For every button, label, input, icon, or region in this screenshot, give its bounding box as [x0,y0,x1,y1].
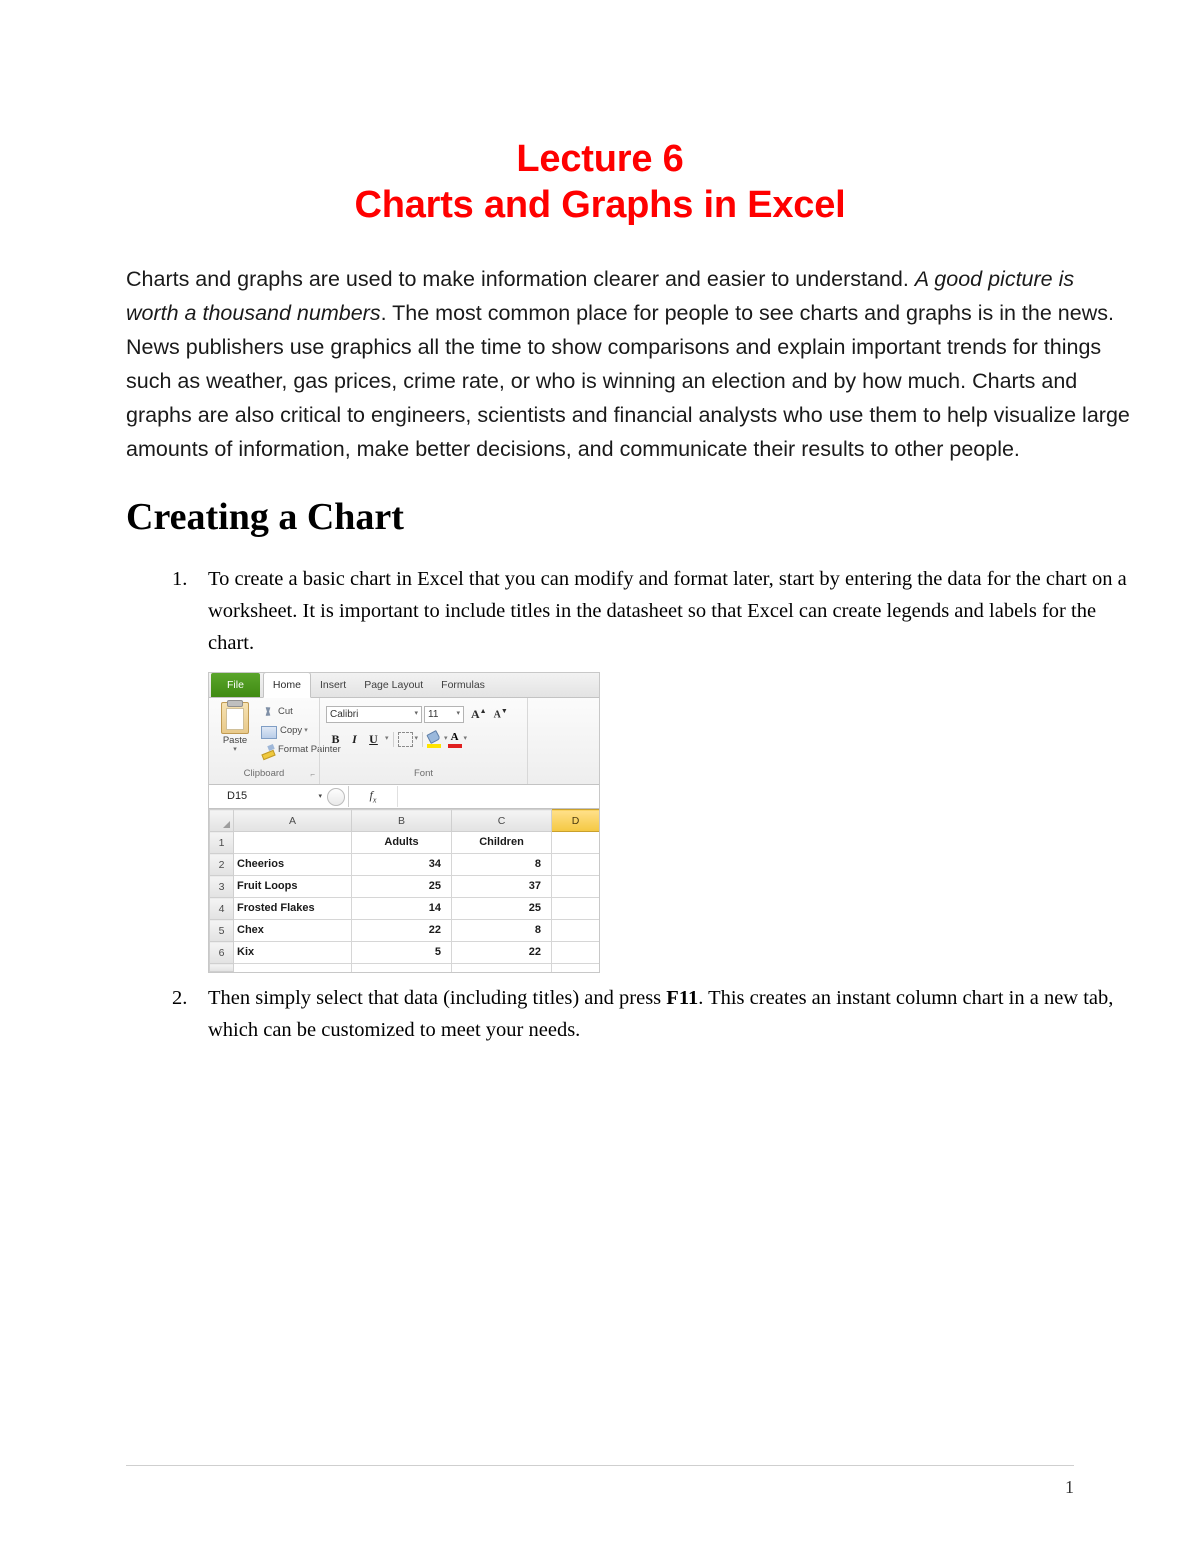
cell-a6[interactable]: Kix [234,942,352,964]
chevron-down-icon[interactable]: ▾ [414,735,419,743]
table-row [210,854,600,876]
footer-divider [126,1465,1074,1466]
paintbrush-icon [261,744,275,758]
column-header-row [210,810,600,832]
font-size-value: 11 [428,708,439,720]
list-item-step-2 [0,983,1130,1047]
ribbon-tab-file[interactable]: File [211,673,260,697]
row-header-5[interactable]: 5 [210,920,234,942]
table-row-partial [210,964,600,972]
column-header-a[interactable]: A [234,810,352,832]
formula-input[interactable] [398,786,599,807]
table-row [210,942,600,964]
font-color-letter: A [450,730,459,743]
italic-button[interactable]: I [352,732,357,747]
chevron-down-icon[interactable]: ▾ [304,727,308,735]
ribbon-group-font [319,698,527,784]
cell-c3[interactable]: 37 [452,876,552,898]
cell-b4[interactable]: 14 [352,898,452,920]
cell-c7[interactable] [452,964,552,972]
step-2-text-before: Then simply select that data (including titles) and press [208,987,667,1010]
list-marker: 1. [172,568,188,591]
cell-a1[interactable] [234,832,352,854]
underline-button[interactable]: U [369,732,378,747]
font-color-swatch [448,744,462,748]
copy-button[interactable] [261,722,319,741]
cell-d4[interactable] [552,898,600,920]
chevron-down-icon[interactable]: ▾ [414,710,418,718]
font-size-combo[interactable] [424,706,464,723]
divider [422,732,423,747]
cell-d5[interactable] [552,920,600,942]
name-box-value: D15 [227,790,248,803]
title-line-1: Lecture 6 [516,138,684,180]
excel-ribbon-tabs [209,673,599,698]
cell-d6[interactable] [552,942,600,964]
format-painter-label: Format Painter [278,744,341,756]
chevron-down-icon[interactable]: ▾ [233,746,237,754]
column-header-b[interactable]: B [352,810,452,832]
step-2-text-after: . This creates an instant column chart in a new tab, which can be customized to meet your needs. [208,987,1114,1042]
chevron-down-icon[interactable]: ▾ [456,710,460,718]
cell-a2[interactable]: Cheerios [234,854,352,876]
row-header-2[interactable]: 2 [210,854,234,876]
cut-button[interactable] [261,703,319,722]
intro-italic-phrase: A good picture is worth a thousand numbers [126,266,1075,325]
grow-font-button[interactable]: A▲ [471,707,487,722]
font-row-top [326,705,508,724]
font-row-bottom [326,730,467,749]
font-group-label: Font [413,768,433,780]
ribbon-tab-page-layout[interactable]: Page Layout [364,679,424,692]
clipboard-group-label: Clipboard [243,768,285,780]
cell-b3[interactable]: 25 [352,876,452,898]
cell-c1[interactable]: Children [452,832,552,854]
cell-b2[interactable]: 34 [352,854,452,876]
cell-b1[interactable]: Adults [352,832,452,854]
cell-b5[interactable]: 22 [352,920,452,942]
table-row [210,876,600,898]
clipboard-dialog-launcher-icon[interactable]: ⌐ [310,769,315,779]
ribbon-tab-formulas[interactable]: Formulas [441,679,485,692]
table-row [210,920,600,942]
chevron-down-icon[interactable]: ▾ [444,735,448,743]
borders-icon[interactable] [398,732,413,747]
page-number: 1 [1065,1477,1074,1497]
cell-d2[interactable] [552,854,600,876]
insert-function-icon[interactable]: $f_x$ [349,786,398,807]
title-line-2: Charts and Graphs in Excel [354,184,846,227]
intro-paragraph [0,229,1200,467]
row-header-4[interactable]: 4 [210,898,234,920]
font-name-combo[interactable] [326,706,422,723]
paste-button-label: Paste [222,735,248,747]
cell-a7[interactable] [234,964,352,972]
cell-a4[interactable]: Frosted Flakes [234,898,352,920]
excel-ribbon-body [209,698,599,785]
section-heading-creating-a-chart: Creating a Chart [126,495,404,538]
excel-screenshot-figure [0,664,1130,979]
cell-c4[interactable]: 25 [452,898,552,920]
copy-label: Copy [280,725,303,737]
ribbon-tab-insert[interactable]: Insert [319,679,347,692]
page-title [0,0,1200,229]
paste-button[interactable] [215,702,255,753]
fill-color-swatch [427,744,441,748]
cell-d3[interactable] [552,876,600,898]
cell-a3[interactable]: Fruit Loops [234,876,352,898]
column-header-d[interactable]: D [552,810,600,832]
bold-button[interactable]: B [331,732,340,747]
step-2-text [208,987,1113,1041]
clipboard-commands [261,703,341,760]
paint-bucket-shape [426,730,440,744]
step-2-shortcut-key: F11 [666,987,699,1010]
chevron-down-icon[interactable]: ▾ [463,735,468,743]
cell-c6[interactable]: 22 [452,942,552,964]
select-all-corner[interactable] [210,810,234,832]
cut-label: Cut [278,706,293,718]
chevron-down-icon[interactable]: ▾ [385,735,389,743]
cell-a5[interactable]: Chex [234,920,352,942]
shrink-font-button[interactable]: A▼ [493,707,508,721]
copy-icon [261,726,277,739]
excel-worksheet-grid [209,809,600,972]
chevron-down-icon[interactable]: ▾ [318,793,322,801]
clipboard-icon [221,702,249,734]
divider [393,732,394,747]
font-color-icon[interactable] [448,732,462,748]
cell-d7[interactable] [552,964,600,972]
intro-text-part1: Charts and graphs are used to make information clearer and easier to understand. [126,266,915,291]
row-header-1[interactable]: 1 [210,832,234,854]
cell-b7[interactable] [352,964,452,972]
row-header-partial[interactable] [210,964,234,972]
cell-c2[interactable]: 8 [452,854,552,876]
list-marker: 2. [172,987,188,1010]
list-item-step-1 [0,564,1130,660]
ribbon-group-truncated [527,698,599,784]
name-box-round-button[interactable] [327,788,345,806]
ribbon-tab-home[interactable]: Home [263,672,311,698]
format-painter-button[interactable] [261,741,341,760]
intro-text-part2: . The most common place for people to see charts and graphs is in the news. News publishers use graphics all the time to show comparisons and explain important trends for things such as weather, gas prices, crime rate, or who is winning an election and by how much. Charts and graphs are also critical to engineers, scientists and financial analysts who use them to help visualize large amounts of information, make better decisions, and communicate their results to other people. [126,300,1130,461]
column-header-c[interactable]: C [452,810,552,832]
font-name-value: Calibri [330,708,359,720]
row-header-6[interactable]: 6 [210,942,234,964]
fill-color-icon[interactable] [427,732,442,748]
table-row [210,898,600,920]
step-1-text: To create a basic chart in Excel that you can modify and format later, start by entering the data for the chart on a worksheet. It is important to include titles in the datasheet so that Excel can create legends and labels for the chart. [208,568,1127,655]
cell-d1[interactable] [552,832,600,854]
scissors-icon [261,706,275,720]
cell-c5[interactable]: 8 [452,920,552,942]
excel-window [208,672,600,973]
row-header-3[interactable]: 3 [210,876,234,898]
ribbon-group-clipboard [209,698,341,784]
steps-list [0,538,1200,1047]
cell-b6[interactable]: 5 [352,942,452,964]
name-box[interactable] [209,786,349,807]
excel-formula-bar [209,785,599,809]
table-row [210,832,600,854]
